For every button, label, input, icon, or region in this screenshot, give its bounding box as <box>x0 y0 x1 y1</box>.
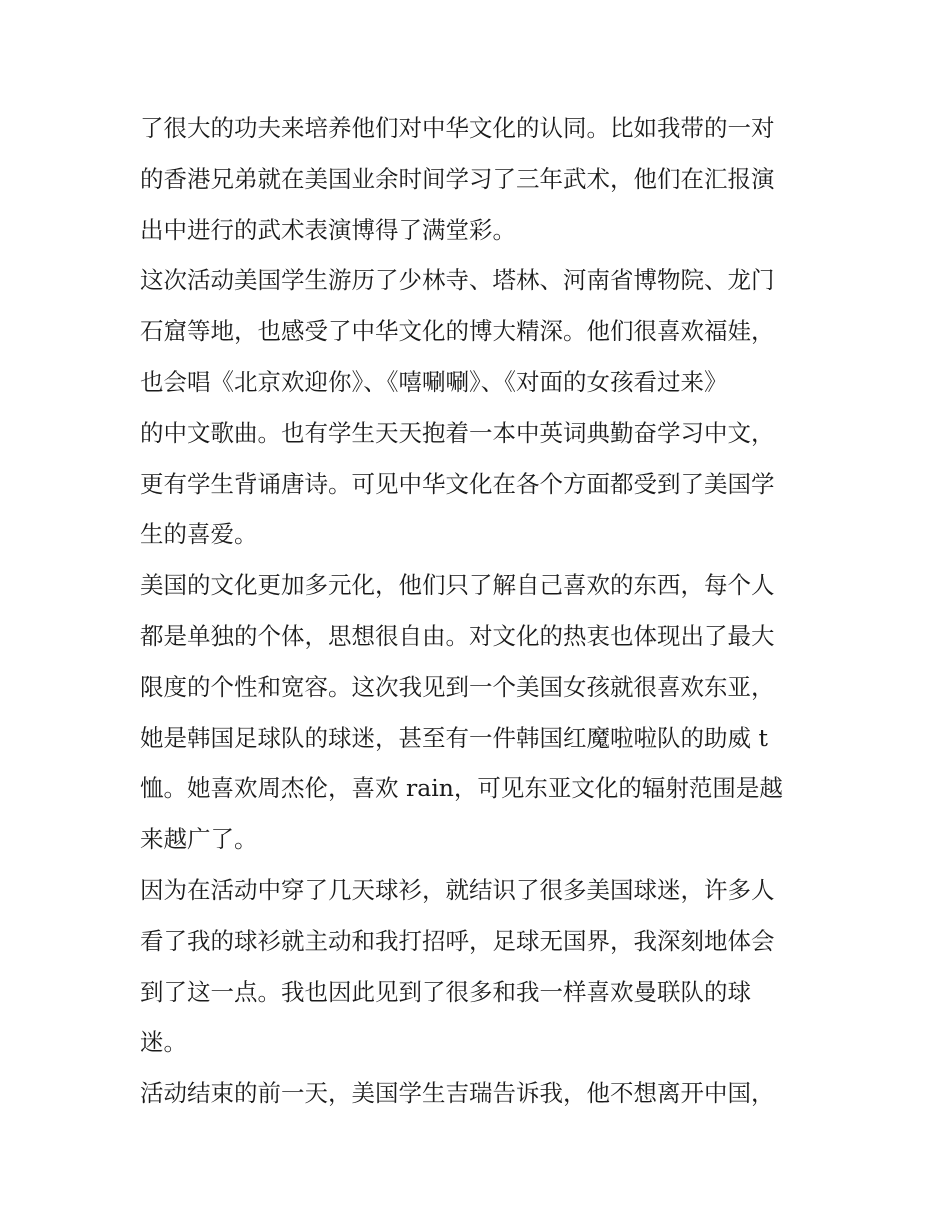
text-line: 美国的文化更加多元化，他们只了解自己喜欢的东西，每个人 <box>140 571 775 600</box>
text-line: 恤。她喜欢周杰伦，喜欢 rain，可见东亚文化的辐射范围是越 <box>140 774 783 803</box>
text-line: 看了我的球衫就主动和我打招呼，足球无国界，我深刻地体会 <box>140 926 775 955</box>
text-line: 到了这一点。我也因此见到了很多和我一样喜欢曼联队的球 <box>140 977 751 1006</box>
text-line: 了很大的功夫来培养他们对中华文化的认同。比如我带的一对 <box>140 114 775 142</box>
text-line: 迷。 <box>140 1028 187 1057</box>
text-line: 因为在活动中穿了几天球衫，就结识了很多美国球迷，许多人 <box>140 875 775 904</box>
text-line: 这次活动美国学生游历了少林寺、塔林、河南省博物院、龙门 <box>140 266 775 295</box>
text-line: 的中文歌曲。也有学生天天抱着一本中英词典勤奋学习中文， <box>140 418 775 447</box>
text-line: 都是单独的个体，思想很自由。对文化的热衷也体现出了最大 <box>140 621 775 650</box>
document-body <box>140 103 830 1119</box>
text-line: 限度的个性和宽容。这次我见到一个美国女孩就很喜欢东亚， <box>140 672 775 701</box>
text-line: 来越广了。 <box>140 825 258 854</box>
text-line: 出中进行的武术表演博得了满堂彩。 <box>140 215 516 244</box>
text-line: 也会唱《北京欢迎你》、《嘻唰唰》、《对面的女孩看过来》 <box>140 367 728 396</box>
text-line: 她是韩国足球队的球迷，甚至有一件韩国红魔啦啦队的助威 t <box>140 723 768 752</box>
text-line: 生的喜爱。 <box>140 520 258 549</box>
text-line: 更有学生背诵唐诗。可见中华文化在各个方面都受到了美国学 <box>140 469 775 498</box>
text-line: 活动结束的前一天，美国学生吉瑞告诉我，他不想离开中国， <box>140 1079 775 1108</box>
text-line: 的香港兄弟就在美国业余时间学习了三年武术，他们在汇报演 <box>140 164 775 193</box>
text-line: 石窟等地，也感受了中华文化的博大精深。他们很喜欢福娃， <box>140 317 775 346</box>
